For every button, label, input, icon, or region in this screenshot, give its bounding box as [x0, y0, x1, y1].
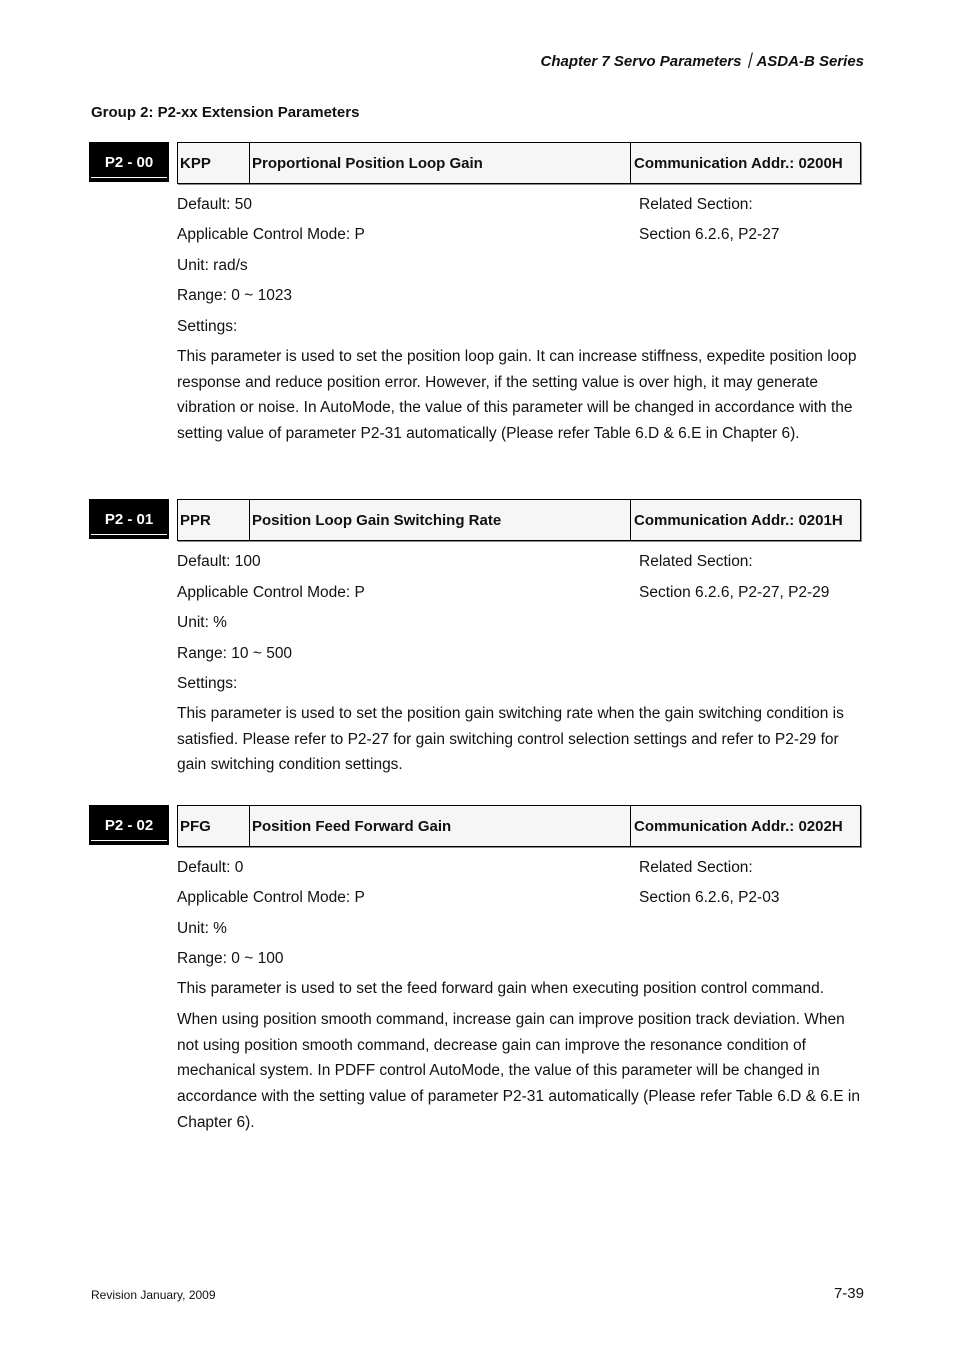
- parameter-header-table: [177, 805, 861, 847]
- parameter-name: Position Loop Gain Switching Rate: [250, 500, 631, 540]
- parameter-description: This parameter is used to set the position gain switching rate when the gain switching condition is satisfied. Please refer to P2-27 for gain switching control selection settings and refer to P2-29 for gain switching condition settings.: [177, 705, 844, 774]
- control-mode: Applicable Control Mode: P: [177, 584, 365, 601]
- communication-address: Communication Addr.: 0200H: [634, 154, 843, 172]
- parameter-abbreviation: KPP: [178, 143, 250, 183]
- settings-label: Settings:: [177, 675, 238, 692]
- feed-forward-description: This parameter is used to set the feed forward gain when executing position control command.: [177, 980, 825, 997]
- footer-revision: Revision January, 2009: [91, 1288, 216, 1302]
- default-value: Default: 100: [177, 553, 261, 570]
- default-value: Default: 0: [177, 859, 244, 876]
- range: Range: 0 ~ 100: [177, 950, 284, 967]
- page-number: 7-39: [833, 1285, 864, 1302]
- related-section: Section 6.2.6, P2-27: [639, 226, 780, 243]
- parameter-abbreviation: PPR: [178, 500, 250, 540]
- related-section: Section 6.2.6, P2-03: [639, 889, 780, 906]
- chapter-header: Chapter 7 Servo Parameters｜ASDA-B Series: [540, 53, 864, 70]
- settings-label: Settings:: [177, 318, 238, 335]
- related-section-label: Related Section:: [639, 553, 753, 570]
- range: Range: 10 ~ 500: [177, 645, 293, 662]
- unit: Unit: rad/s: [177, 257, 248, 274]
- communication-address: Communication Addr.: 0201H: [634, 511, 843, 529]
- parameter-name: Proportional Position Loop Gain: [250, 143, 631, 183]
- group-title: Group 2: P2-xx Extension Parameters: [91, 104, 360, 121]
- parameter-code-badge: P2 - 00: [89, 142, 169, 182]
- control-mode: Applicable Control Mode: P: [177, 889, 365, 906]
- parameter-code-badge: P2 - 02: [89, 805, 169, 845]
- related-section-label: Related Section:: [639, 859, 753, 876]
- default-value: Default: 50: [177, 196, 252, 213]
- related-section: Section 6.2.6, P2-27, P2-29: [639, 584, 830, 601]
- unit: Unit: %: [177, 614, 227, 631]
- parameter-name: Position Feed Forward Gain: [250, 806, 631, 846]
- parameter-header-table: [177, 142, 861, 184]
- control-mode: Applicable Control Mode: P: [177, 226, 365, 243]
- communication-address: Communication Addr.: 0202H: [634, 817, 843, 835]
- parameter-abbreviation: PFG: [178, 806, 250, 846]
- related-section-label: Related Section:: [639, 196, 753, 213]
- unit: Unit: %: [177, 920, 227, 937]
- range: Range: 0 ~ 1023: [177, 287, 293, 304]
- parameter-code-badge: P2 - 01: [89, 499, 169, 539]
- parameter-description: This parameter is used to set the position loop gain. It can increase stiffness, expedite position loop response and reduce position error. However, if the setting value is over high, it may generate vibration or noise. In AutoMode, the value of this parameter will be changed in accordance with the setting value of parameter P2-31 automatically (Please refer Table 6.D & 6.E in Chapter 6).: [177, 348, 857, 443]
- parameter-description: When using position smooth command, increase gain can improve position track deviation. When not using position smooth command, decrease gain can improve the resonance condition of mechanical system. In PDFF control AutoMode, the value of this parameter will be changed in accordance with the setting value of parameter P2-31 automatically (Please refer Table 6.D & 6.E in Chapter 6).: [177, 1011, 860, 1131]
- parameter-header-table: [177, 499, 861, 541]
